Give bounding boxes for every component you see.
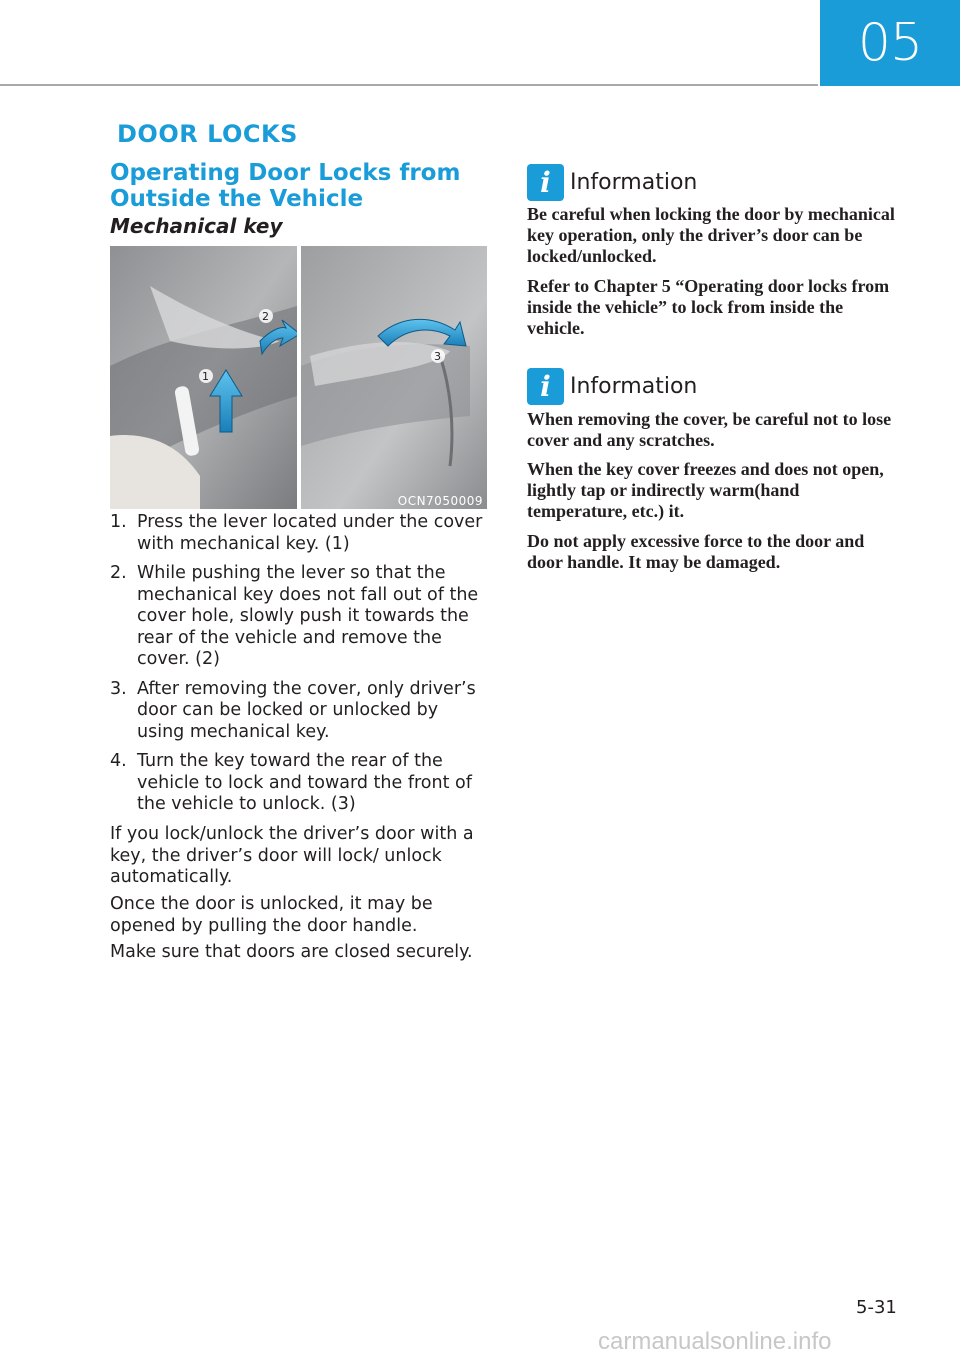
info-text: When removing the cover, be careful not to lose cover and any scratches. (527, 409, 892, 450)
chapter-tab (820, 0, 960, 86)
paragraph: Make sure that doors are closed securely. (110, 942, 473, 962)
section-title: DOOR LOCKS (117, 120, 298, 148)
header-rule (0, 84, 818, 86)
page-number: 5-31 (856, 1297, 897, 1318)
step-text: Press the lever located under the cover with mechanical key. (1) (137, 512, 483, 554)
list-item (110, 563, 490, 671)
info-label: Information (570, 170, 698, 195)
step-number: 2. (110, 563, 127, 583)
info-text: Refer to Chapter 5 “Operating door locks from inside the vehicle” to lock from inside the vehicle. (527, 276, 890, 338)
callout-2: 2 (262, 310, 269, 323)
list-item (110, 512, 490, 555)
right-panel (301, 246, 487, 509)
left-panel (110, 246, 300, 509)
step-number: 4. (110, 751, 127, 771)
subheading: Mechanical key (110, 214, 283, 238)
info-text: When the key cover freezes and does not open, lightly tap or indirectly warm(hand temperature, etc.) it. (527, 459, 884, 521)
watermark: carmanualsonline.info (598, 1328, 832, 1355)
door-handle-illustration (110, 246, 487, 509)
info-icon: i (527, 368, 564, 405)
step-text: Turn the key toward the rear of the vehicle to lock and toward the front of the vehicle to unlock. (3) (137, 751, 472, 814)
callout-3: 3 (434, 350, 441, 363)
chapter-number: 05 (857, 13, 923, 73)
steps-list (110, 512, 490, 824)
info-icon: i (527, 164, 564, 201)
paragraph: Once the door is unlocked, it may be opened by pulling the door handle. (110, 894, 433, 936)
list-item (110, 751, 490, 816)
step-text: While pushing the lever so that the mechanical key does not fall out of the cover hole, slowly push it towards the rear of the vehicle and remove the cover. (2) (137, 563, 479, 669)
panel-divider (297, 246, 301, 509)
info-label: Information (570, 374, 698, 399)
door-handle-figure (110, 246, 487, 509)
info-text: Be careful when locking the door by mechanical key operation, only the driver’s door can be locked/unlocked. (527, 204, 895, 266)
figure-code: OCN7050009 (397, 494, 483, 508)
callout-1: 1 (202, 370, 209, 383)
step-number: 3. (110, 678, 127, 699)
list-item (110, 679, 490, 744)
info-heading (527, 164, 697, 201)
step-number: 1. (110, 512, 127, 532)
page-heading: Operating Door Locks from Outside the Vehicle (110, 160, 461, 212)
info-heading (527, 368, 697, 405)
paragraph: If you lock/unlock the driver’s door with a key, the driver’s door will lock/ unlock automatically. (110, 824, 474, 887)
step-text: After removing the cover, only driver’s door can be locked or unlocked by using mechanical key. (137, 678, 476, 742)
info-text: Do not apply excessive force to the door and door handle. It may be damaged. (527, 531, 865, 572)
